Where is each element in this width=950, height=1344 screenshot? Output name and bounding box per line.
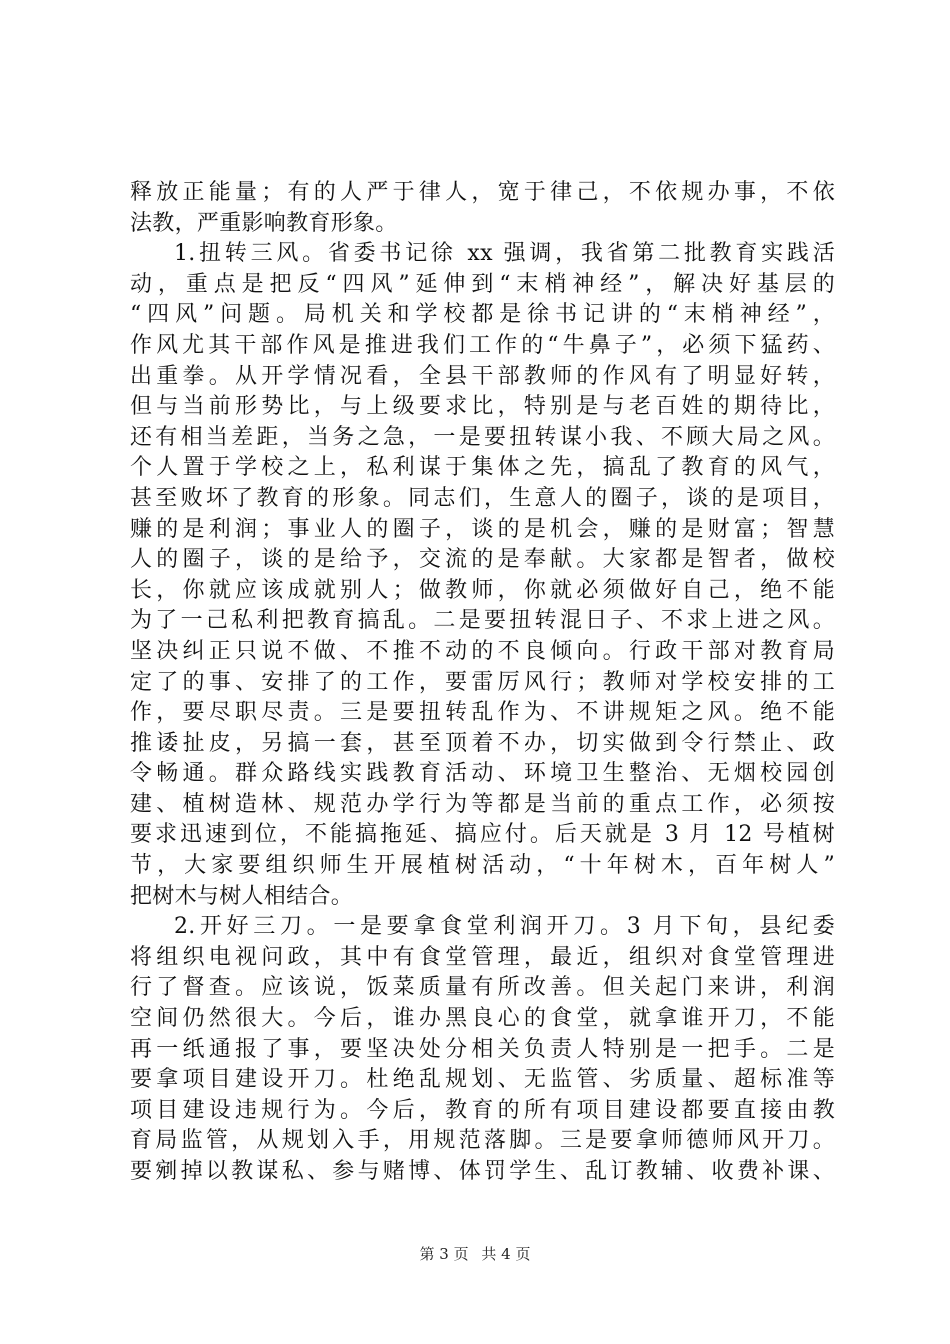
text-line: 建、植树造林、规范办学行为等都是当前的重点工作，必须按: [130, 791, 835, 817]
page-footer: [0, 1244, 950, 1264]
text-line: 人的圈子，谈的是给予，交流的是奉献。大家都是智者，做校: [130, 547, 835, 573]
text-line: 把树木与树人相结合。: [130, 883, 354, 909]
text-line: 动，重点是把反“四风”延伸到“末梢神经”，解决好基层的: [130, 271, 835, 297]
text-line: 法教，严重影响教育形象。: [130, 210, 398, 236]
text-line: 还有相当差距，当务之急，一是要扭转谋小我、不顾大局之风。: [130, 424, 835, 450]
text-line: 定了的事、安排了的工作，要雷厉风行；教师对学校安排的工: [130, 669, 835, 695]
text-line: 个人置于学校之上，私利谋于集体之先，搞乱了教育的风气，: [130, 455, 835, 481]
text-line: 要拿项目建设开刀。杜绝乱规划、无监管、劣质量、超标准等: [130, 1067, 835, 1093]
text-line: 节，大家要组织师生开展植树活动，“十年树木，百年树人”: [130, 853, 835, 879]
page-total: 共 4 页: [481, 1245, 531, 1263]
text-line: 项目建设违规行为。今后，教育的所有项目建设都要直接由教: [130, 1097, 835, 1123]
text-line: 空间仍然很大。今后，谁办黑良心的食堂，就拿谁开刀，不能: [130, 1006, 835, 1032]
text-line: 行了督查。应该说，饭菜质量有所改善。但关起门来讲，利润: [130, 975, 835, 1001]
text-line: 出重拳。从开学情况看，全县干部教师的作风有了明显好转，: [130, 363, 835, 389]
text-line: 1.扭转三风。省委书记徐 xx 强调，我省第二批教育实践活: [174, 241, 835, 267]
text-line: 坚决纠正只说不做、不推不动的不良倾向。行政干部对教育局: [130, 638, 835, 664]
text-line: 释放正能量；有的人严于律人，宽于律己，不依规办事，不依: [130, 180, 835, 205]
text-line: 将组织电视问政，其中有食堂管理，最近，组织对食堂管理进: [130, 944, 835, 970]
text-line: 要剜掉以教谋私、参与赌博、体罚学生、乱订教辅、收费补课、: [130, 1159, 835, 1184]
text-line: 推诿扯皮，另搞一套，甚至顶着不办，切实做到令行禁止、政: [130, 730, 835, 756]
text-line: 再一纸通报了事，要坚决处分相关负责人特别是一把手。二是: [130, 1036, 835, 1062]
text-line: 为了一己私利把教育搞乱。二是要扭转混日子、不求上进之风。: [130, 608, 835, 634]
text-line: 令畅通。群众路线实践教育活动、环境卫生整治、无烟校园创: [130, 761, 835, 787]
document-body: [130, 178, 835, 1188]
page-number: 第 3 页: [419, 1245, 469, 1263]
text-line: 赚的是利润；事业人的圈子，谈的是机会，赚的是财富；智慧: [130, 516, 835, 542]
text-line: 作风尤其干部作风是推进我们工作的“牛鼻子”，必须下猛药、: [130, 332, 835, 358]
text-line: 育局监管，从规划入手，用规范落脚。三是要拿师德师风开刀。: [130, 1128, 835, 1154]
text-line: 甚至败坏了教育的形象。同志们，生意人的圈子，谈的是项目，: [130, 485, 835, 511]
text-line: 作，要尽职尽责。三是要扭转乱作为、不讲规矩之风。绝不能: [130, 700, 835, 726]
text-line: “四风”问题。局机关和学校都是徐书记讲的“末梢神经”，: [130, 302, 835, 328]
text-line: 但与当前形势比，与上级要求比，特别是与老百姓的期待比，: [130, 394, 835, 420]
text-line: 长，你就应该成就别人；做教师，你就必须做好自己，绝不能: [130, 577, 835, 603]
text-line: 2.开好三刀。一是要拿食堂利润开刀。3 月下旬，县纪委: [174, 914, 835, 940]
text-line: 要求迅速到位，不能搞拖延、搞应付。后天就是 3 月 12 号植树: [130, 822, 835, 848]
